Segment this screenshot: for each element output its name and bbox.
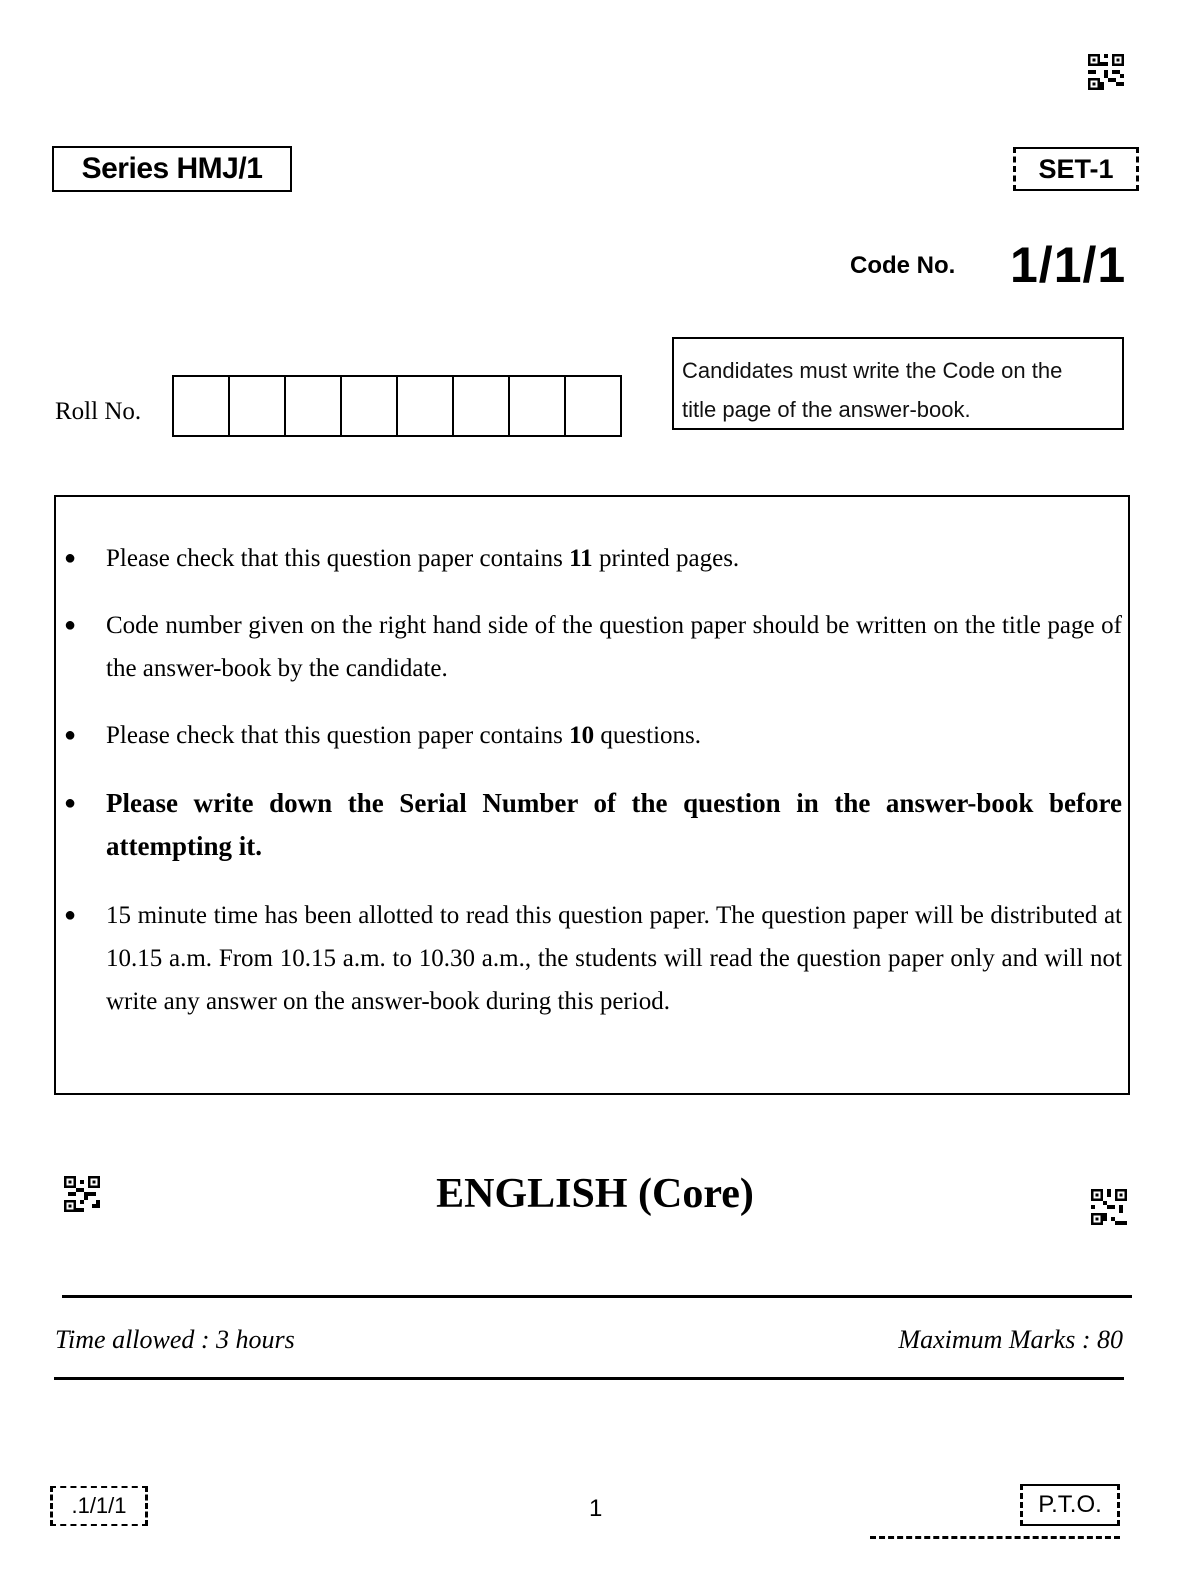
roll-no-boxes[interactable] — [172, 375, 622, 437]
roll-no-digit-box[interactable] — [286, 377, 342, 435]
candidate-note — [672, 337, 1124, 430]
divider — [870, 1536, 1120, 1539]
time-allowed: Time allowed : 3 hours — [55, 1325, 295, 1354]
instruction-item — [64, 894, 1122, 1023]
divider — [54, 1377, 1124, 1380]
instruction-item — [64, 604, 1122, 690]
question-count: 10 — [569, 722, 595, 749]
subject-title: ENGLISH (Core) — [436, 1171, 754, 1217]
bullet-icon: ● — [64, 724, 77, 746]
bullet-icon: ● — [64, 614, 77, 636]
instruction-text: Code number given on the right hand side of the question paper should be written on the title page of the answer-book by the candidate. — [106, 612, 1122, 682]
roll-no-digit-box[interactable] — [510, 377, 566, 435]
pto-label: P.T.O. — [1020, 1484, 1120, 1526]
roll-no-label: Roll No. — [55, 398, 142, 425]
instruction-text: Please check that this question paper contains — [106, 545, 570, 572]
code-value: 1/1/1 — [1010, 237, 1127, 293]
candidate-note-line: title page of the answer-book. — [682, 397, 971, 422]
instruction-text: questions. — [594, 722, 702, 749]
divider — [62, 1295, 1132, 1298]
bullet-icon: ● — [64, 547, 77, 569]
maximum-marks: Maximum Marks : 80 — [898, 1325, 1123, 1354]
series-label: Series HMJ/1 — [52, 146, 292, 192]
roll-no-digit-box[interactable] — [566, 377, 620, 435]
instruction-item — [64, 714, 1122, 757]
candidate-note-line: Candidates must write the Code on the — [682, 358, 1063, 383]
qr-code-icon — [1087, 54, 1125, 90]
code-label: Code No. — [850, 252, 956, 279]
instruction-text: Please write down the Serial Number of the question in the answer-book before attempting it. — [106, 788, 1122, 861]
bullet-icon: ● — [64, 904, 77, 926]
instructions-box — [54, 495, 1130, 1095]
roll-no-digit-box[interactable] — [342, 377, 398, 435]
page-count: 11 — [569, 545, 593, 572]
roll-no-digit-box[interactable] — [398, 377, 454, 435]
bullet-icon: ● — [64, 792, 77, 814]
instruction-text: Please check that this question paper contains — [106, 722, 570, 749]
roll-no-digit-box[interactable] — [454, 377, 510, 435]
instruction-item — [64, 782, 1122, 868]
instruction-item — [64, 537, 1122, 580]
roll-no-digit-box[interactable] — [230, 377, 286, 435]
instruction-text: 15 minute time has been allotted to read this question paper. The question paper will be distributed at 10.15 a.m. From 10.15 a.m. to 10.30 a.m., the students will read the question paper only and will not write any answer on the answer-book during this period. — [106, 902, 1122, 1015]
footer-code: .1/1/1 — [50, 1486, 148, 1526]
set-label: SET-1 — [1013, 147, 1139, 191]
instruction-text: printed pages. — [592, 545, 740, 572]
page-number: 1 — [589, 1495, 603, 1522]
roll-no-digit-box[interactable] — [174, 377, 230, 435]
